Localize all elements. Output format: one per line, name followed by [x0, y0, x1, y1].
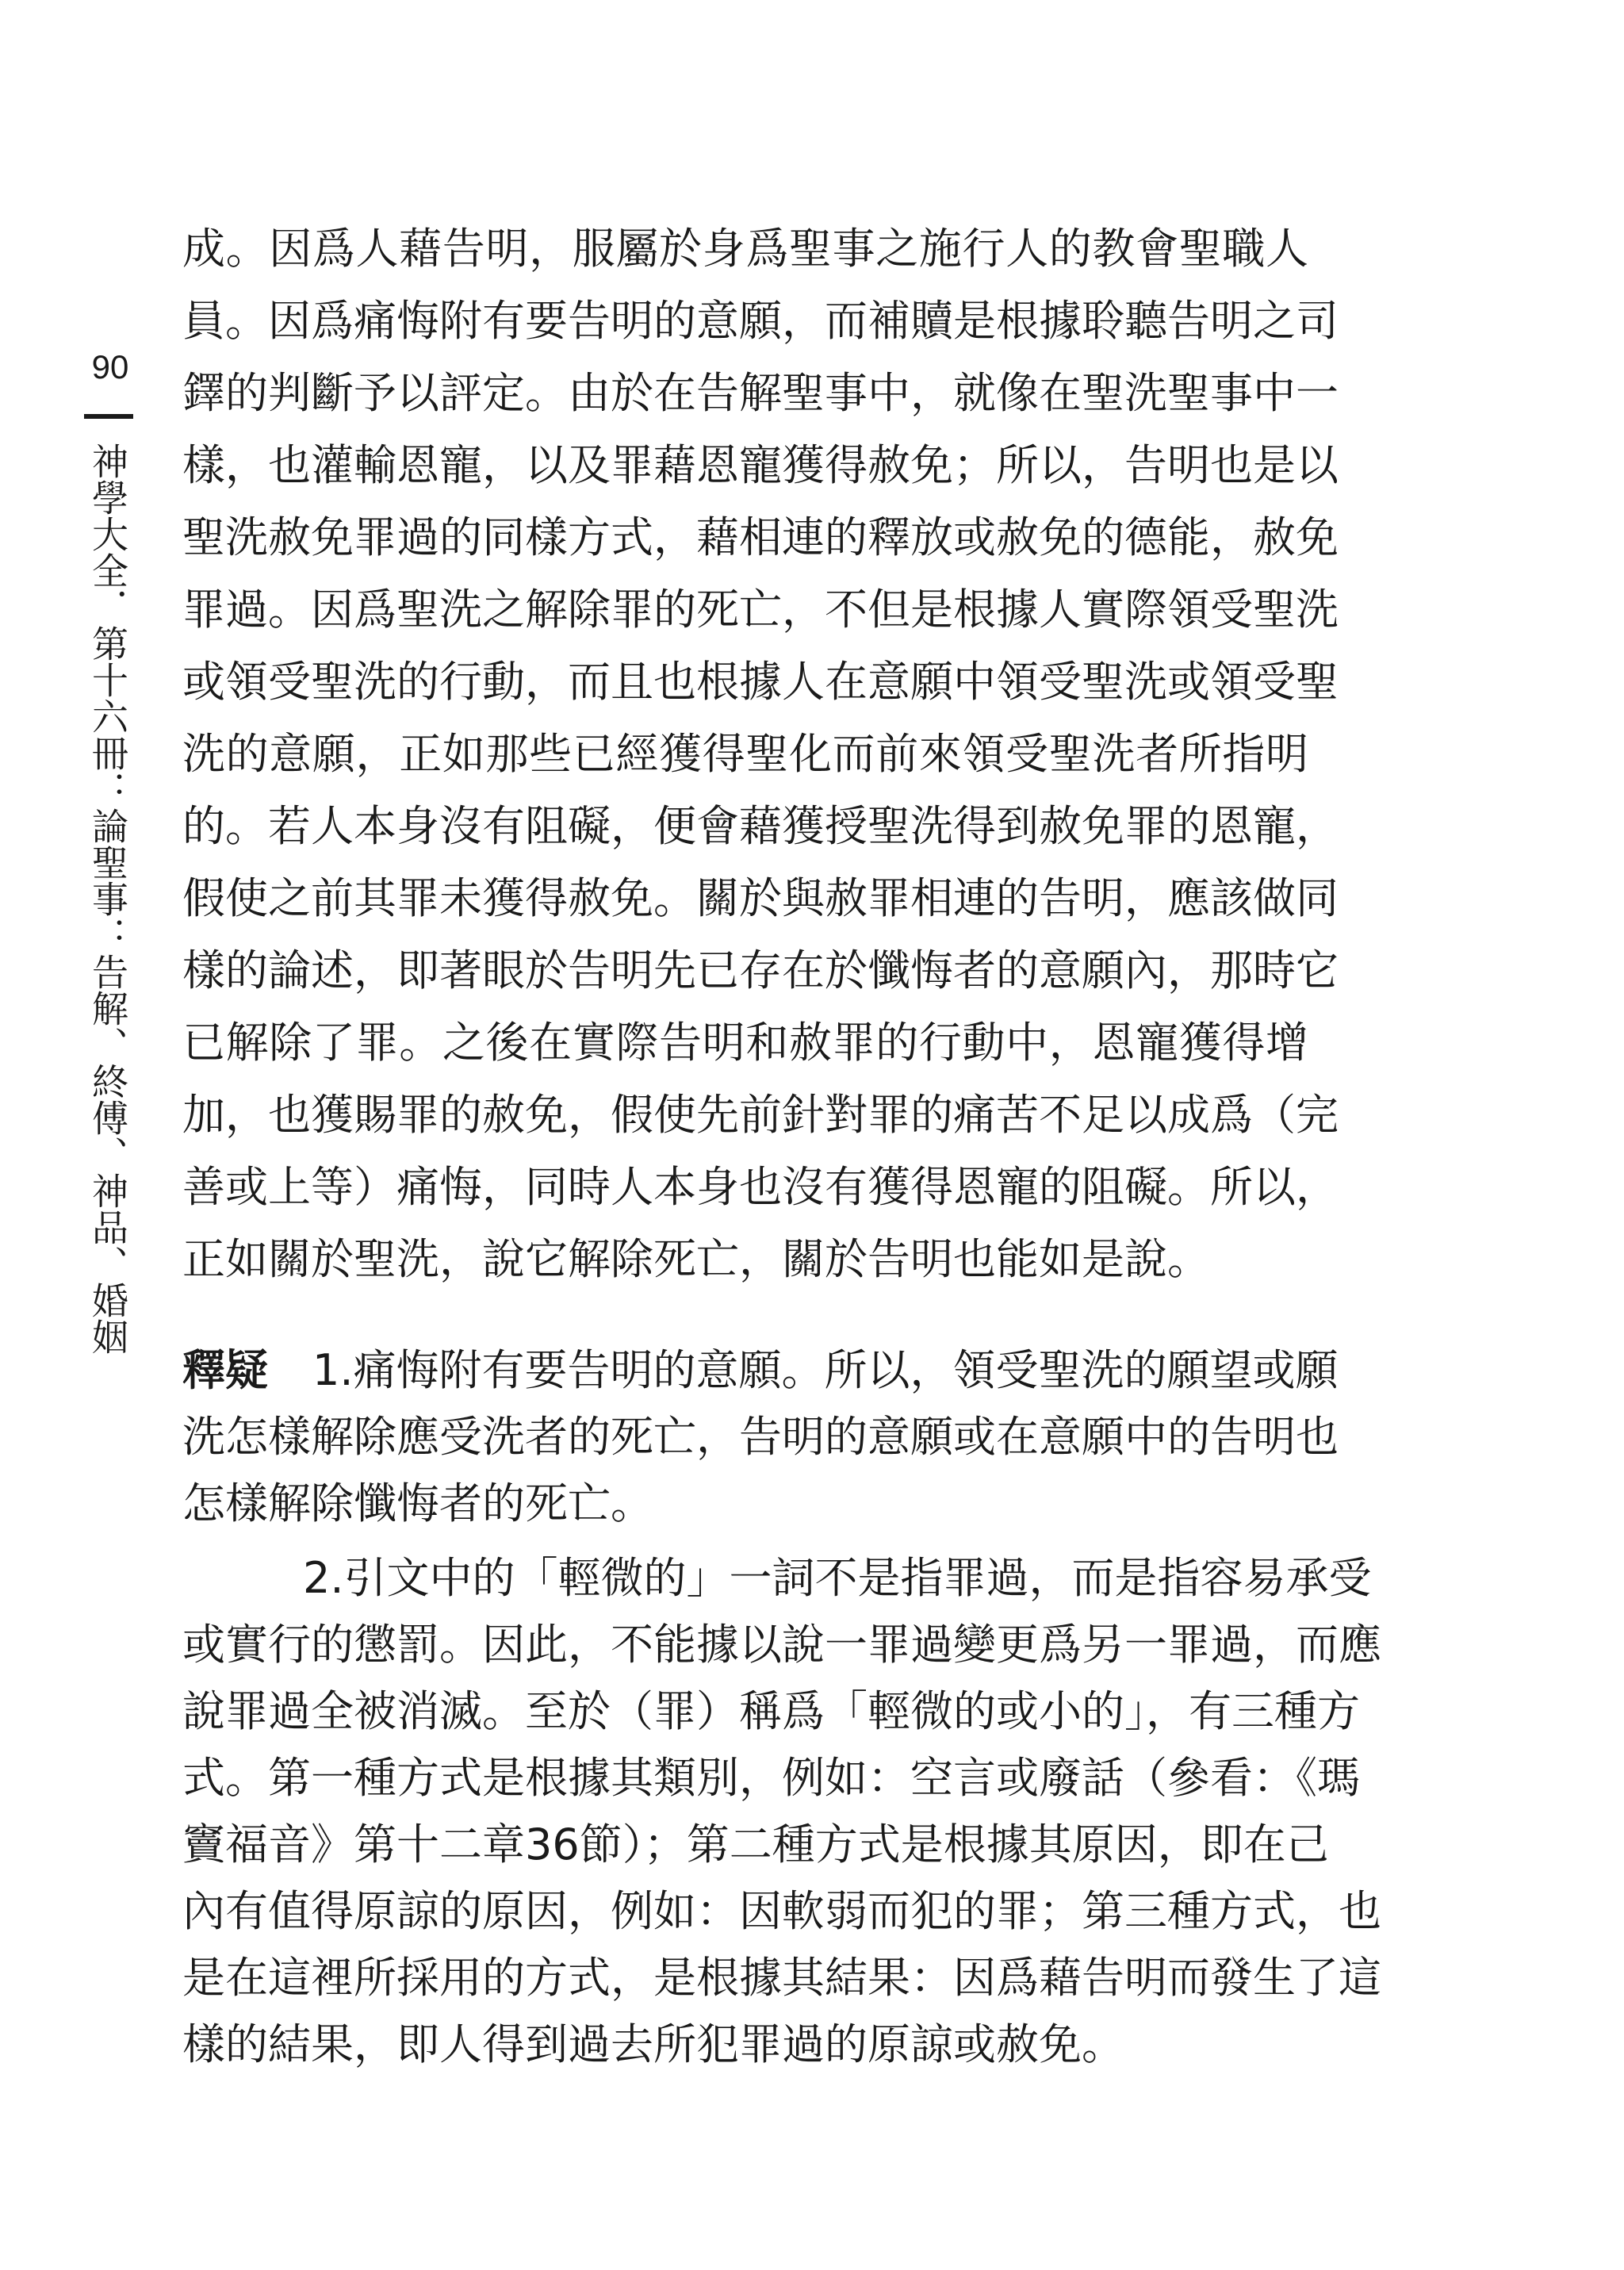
text-line: 怎樣解除懺悔者的死亡。: [182, 1478, 653, 1528]
text-line: 內有值得原諒的原因，例如：因軟弱而犯的罪；第三種方式，也: [182, 1886, 1381, 1936]
text-line: 鐸的判斷予以評定。由於在告解聖事中，就像在聖洗聖事中一: [182, 368, 1339, 418]
text-line: 善或上等）痛悔，同時人本身也沒有獲得恩寵的阻礙。所以，: [182, 1162, 1339, 1212]
text-line: 或實行的懲罰。因此，不能據以說一罪過變更爲另一罪過，而應: [182, 1620, 1381, 1670]
margin-rule: [84, 414, 133, 419]
text-line: 成。因爲人藉告明，服屬於身爲聖事之施行人的教會聖職人: [182, 224, 1308, 274]
text-line: 正如關於聖洗，說它解除死亡，關於告明也能如是說。: [182, 1234, 1210, 1284]
text-line: 假使之前其罪未獲得赦免。關於與赦罪相連的告明，應該做同: [182, 873, 1339, 923]
text-line: 樣的結果，即人得到過去所犯罪過的原諒或赦免。: [182, 2019, 1124, 2069]
text-line: 洗怎樣解除應受洗者的死亡，告明的意願或在意願中的告明也: [182, 1412, 1339, 1462]
objection-first-line: 1.痛悔附有要告明的意願。所以，領受聖洗的願望或願: [312, 1345, 1339, 1395]
paragraph-3: [182, 1545, 1381, 2078]
running-head: 神學大全．第十六冊：論聖事：告解、終傅、神品、婚姻: [86, 443, 129, 1355]
text-line: 式。第一種方式是根據其類別，例如：空言或廢話（參看：《瑪: [182, 1753, 1360, 1803]
page-number: 90: [91, 348, 129, 385]
paragraph-1: [182, 213, 1339, 1295]
text-line: 聖洗赦免罪過的同樣方式，藉相連的釋放或赦免的德能，赦免: [182, 512, 1339, 562]
text-line: [182, 1337, 1339, 1404]
text-line: 加，也獲賜罪的赦免，假使先前針對罪的痛苦不足以成爲（完: [182, 1090, 1339, 1140]
text-line: 是在這裡所採用的方式，是根據其結果：因爲藉告明而發生了這: [182, 1953, 1381, 2003]
text-line: 員。因爲痛悔附有要告明的意願，而補贖是根據聆聽告明之司: [182, 296, 1339, 346]
text-line: 或領受聖洗的行動，而且也根據人在意願中領受聖洗或領受聖: [182, 657, 1339, 707]
text-line: 說罪過全被消滅。至於（罪）稱爲「輕微的或小的」，有三種方: [182, 1686, 1360, 1736]
text-line: 2.引文中的「輕微的」一詞不是指罪過，而是指容易承受: [303, 1553, 1372, 1603]
text-line: 竇福音》第十二章36節）；第二種方式是根據其原因，即在己: [182, 1819, 1329, 1869]
text-line: 已解除了罪。之後在實際告明和赦罪的行動中，恩寵獲得增: [182, 1018, 1308, 1068]
paragraph-2: [182, 1337, 1339, 1537]
text-line: 樣的論述，即著眼於告明先已存在於懺悔者的意願內，那時它: [182, 945, 1339, 995]
text-line: 的。若人本身沒有阻礙，便會藉獲授聖洗得到赦免罪的恩寵，: [182, 801, 1339, 851]
text-line: 罪過。因爲聖洗之解除罪的死亡，不但是根據人實際領受聖洗: [182, 585, 1339, 635]
objection-label: 釋疑: [182, 1345, 268, 1395]
body-text: [182, 213, 1381, 2078]
text-line: 樣，也灌輸恩寵，以及罪藉恩寵獲得赦免；所以，告明也是以: [182, 440, 1339, 490]
text-line: 洗的意願，正如那些已經獲得聖化而前來領受聖洗者所指明: [182, 729, 1308, 779]
